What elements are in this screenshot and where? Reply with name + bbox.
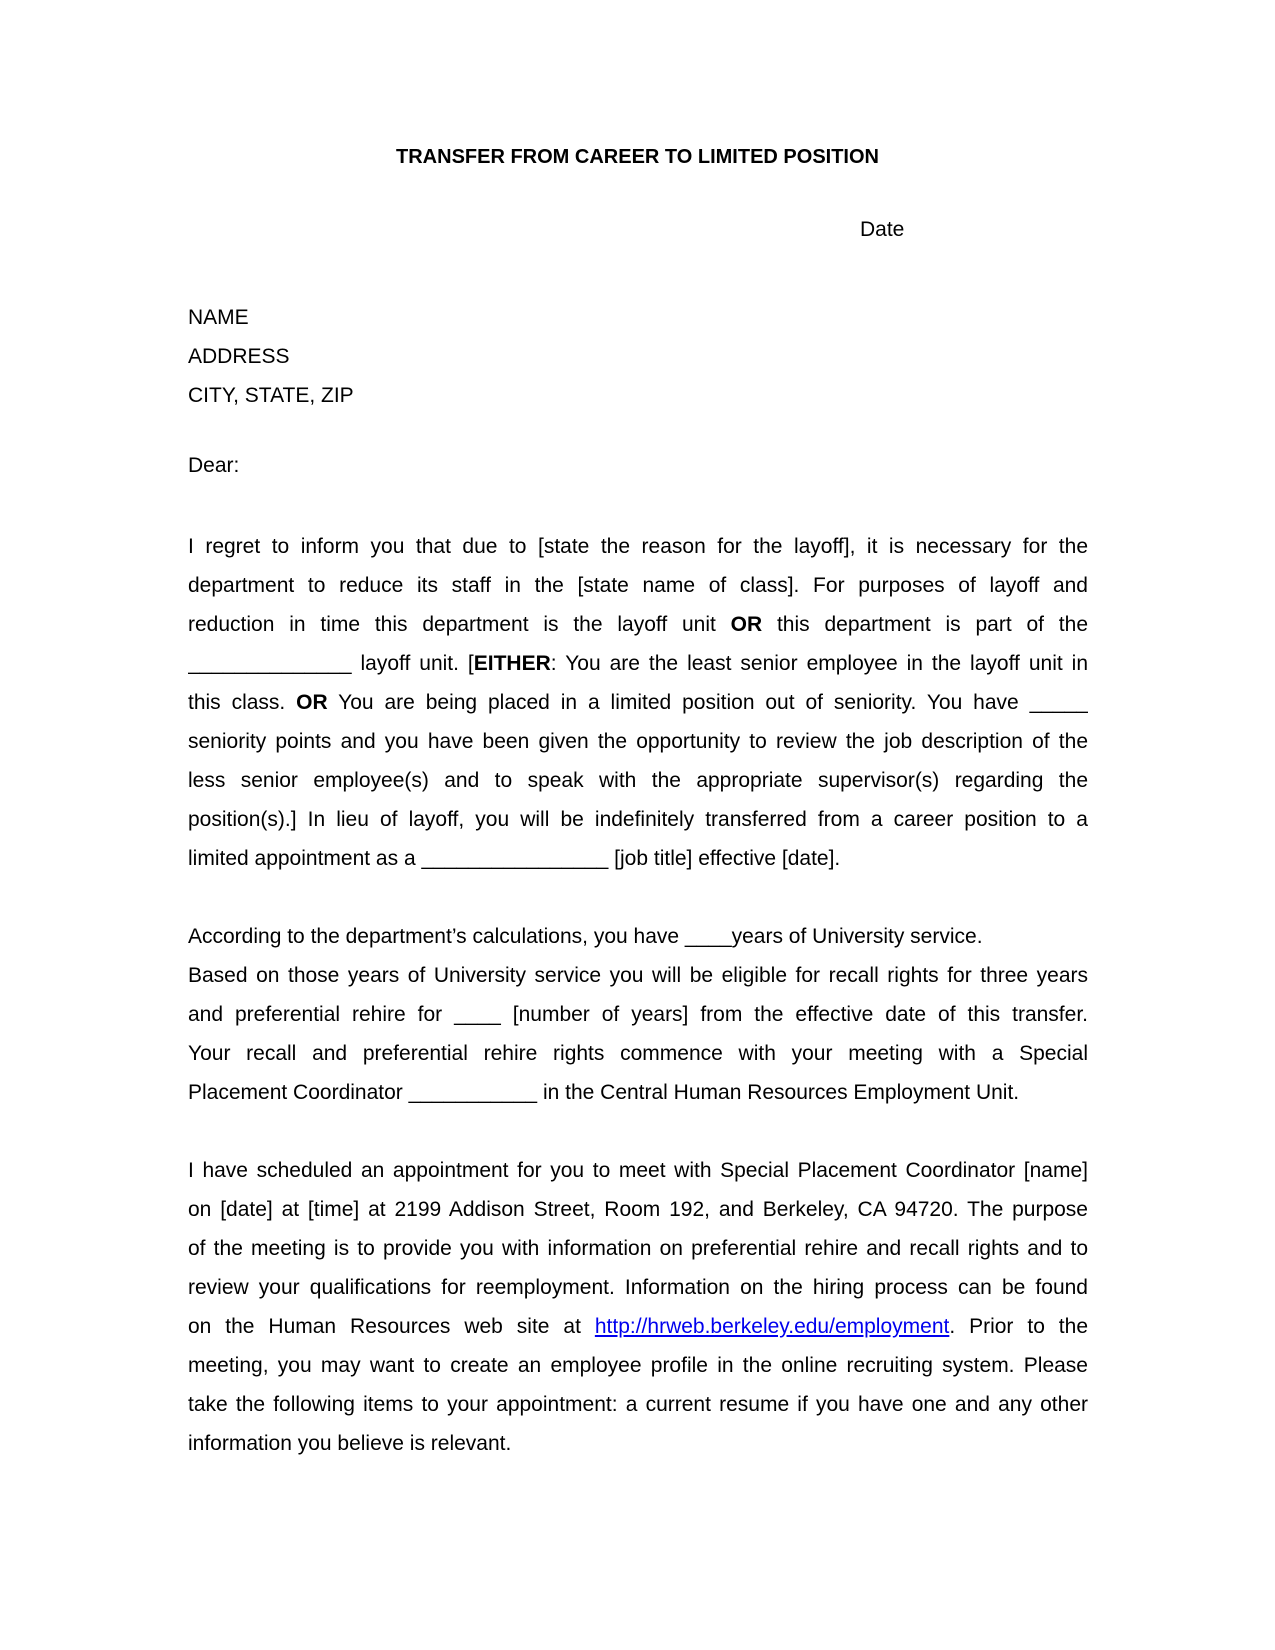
blank-field: ___________ bbox=[408, 1081, 538, 1104]
text-run: reduction in time this department is the layoff unit bbox=[188, 613, 731, 636]
paragraph-layoff-notice bbox=[188, 527, 1088, 878]
blank-field: ________________ bbox=[421, 847, 609, 870]
paragraph-line: Your recall and preferential rehire rights commence with your meeting with a Special bbox=[188, 1042, 1088, 1065]
paragraph-line: take the following items to your appointment: a current resume if you have one and any other bbox=[188, 1393, 1088, 1416]
paragraph-line bbox=[188, 605, 1088, 644]
text-run: in the Central Human Resources Employment Unit. bbox=[537, 1081, 1020, 1104]
text-run: Placement Coordinator bbox=[188, 1081, 409, 1104]
paragraph-line: information you believe is relevant. bbox=[188, 1432, 512, 1455]
paragraph-line bbox=[188, 917, 1088, 956]
recipient-address-block bbox=[188, 298, 354, 415]
paragraph-line: seniority points and you have been given the opportunity to review the job description of the bbox=[188, 730, 1088, 753]
paragraph-line bbox=[188, 839, 1088, 878]
recipient-name: NAME bbox=[188, 306, 249, 329]
paragraph-line: department to reduce its staff in the [state name of class]. For purposes of layoff and bbox=[188, 574, 1088, 597]
paragraph-line: of the meeting is to provide you with information on preferential rehire and recall rights and to bbox=[188, 1237, 1088, 1260]
text-run: You are being placed in a limited position out of seniority. You have bbox=[327, 691, 1030, 714]
paragraph-line: I have scheduled an appointment for you to meet with Special Placement Coordinator [name] bbox=[188, 1159, 1088, 1182]
text-run: [number of years] from the effective date of this transfer. bbox=[500, 1003, 1088, 1026]
date-label: Date bbox=[860, 218, 905, 241]
paragraph-service-years bbox=[188, 917, 1088, 1112]
paragraph-line bbox=[188, 1073, 1088, 1112]
paragraph-line bbox=[188, 644, 1088, 683]
recipient-address: ADDRESS bbox=[188, 345, 290, 368]
bold-either: EITHER bbox=[473, 652, 551, 675]
paragraph-line bbox=[188, 683, 1088, 722]
text-run: . Prior to the bbox=[949, 1315, 1088, 1338]
letter-title: TRANSFER FROM CAREER TO LIMITED POSITION bbox=[396, 146, 879, 168]
text-run: years of University service. bbox=[731, 925, 983, 948]
blank-field: ____ bbox=[454, 1003, 501, 1026]
paragraph-line: on [date] at [time] at 2199 Addison Street, Room 192, and Berkeley, CA 94720. The purpose bbox=[188, 1198, 1088, 1221]
paragraph-line: meeting, you may want to create an employee profile in the online recruiting system. Please bbox=[188, 1354, 1088, 1377]
text-run: : You are the least senior employee in the layoff unit in bbox=[550, 652, 1088, 675]
paragraph-line: review your qualifications for reemployment. Information on the hiring process can be found bbox=[188, 1276, 1088, 1299]
paragraph-line bbox=[188, 1307, 1088, 1346]
bold-or: OR bbox=[730, 613, 763, 636]
bold-or: OR bbox=[296, 691, 328, 714]
blank-field: ______________ bbox=[188, 652, 352, 675]
text-run: According to the department’s calculations, you have bbox=[188, 925, 685, 948]
recipient-city-state-zip: CITY, STATE, ZIP bbox=[188, 384, 354, 407]
text-run: this department is part of the bbox=[762, 613, 1088, 636]
paragraph-line: I regret to inform you that due to [state the reason for the layoff], it is necessary for the bbox=[188, 535, 1088, 558]
text-run: limited appointment as a bbox=[188, 847, 422, 870]
blank-field: _____ bbox=[1029, 691, 1088, 714]
paragraph-line: less senior employee(s) and to speak with the appropriate supervisor(s) regarding the bbox=[188, 769, 1088, 792]
text-run: [job title] effective [date]. bbox=[608, 847, 841, 870]
blank-field: ____ bbox=[684, 925, 732, 948]
paragraph-line: Based on those years of University service you will be eligible for recall rights for three years bbox=[188, 964, 1088, 987]
text-run: this class. bbox=[188, 691, 297, 714]
text-run: layoff unit. [ bbox=[351, 652, 474, 675]
paragraph-line bbox=[188, 995, 1088, 1034]
paragraph-line: position(s).] In lieu of layoff, you will be indefinitely transferred from a career position to a bbox=[188, 808, 1088, 831]
salutation: Dear: bbox=[188, 454, 240, 477]
text-run: and preferential rehire for bbox=[188, 1003, 455, 1026]
text-run: on the Human Resources web site at bbox=[188, 1315, 595, 1338]
paragraph-appointment bbox=[188, 1151, 1088, 1463]
hr-employment-link[interactable]: http://hrweb.berkeley.edu/employment bbox=[594, 1315, 950, 1338]
